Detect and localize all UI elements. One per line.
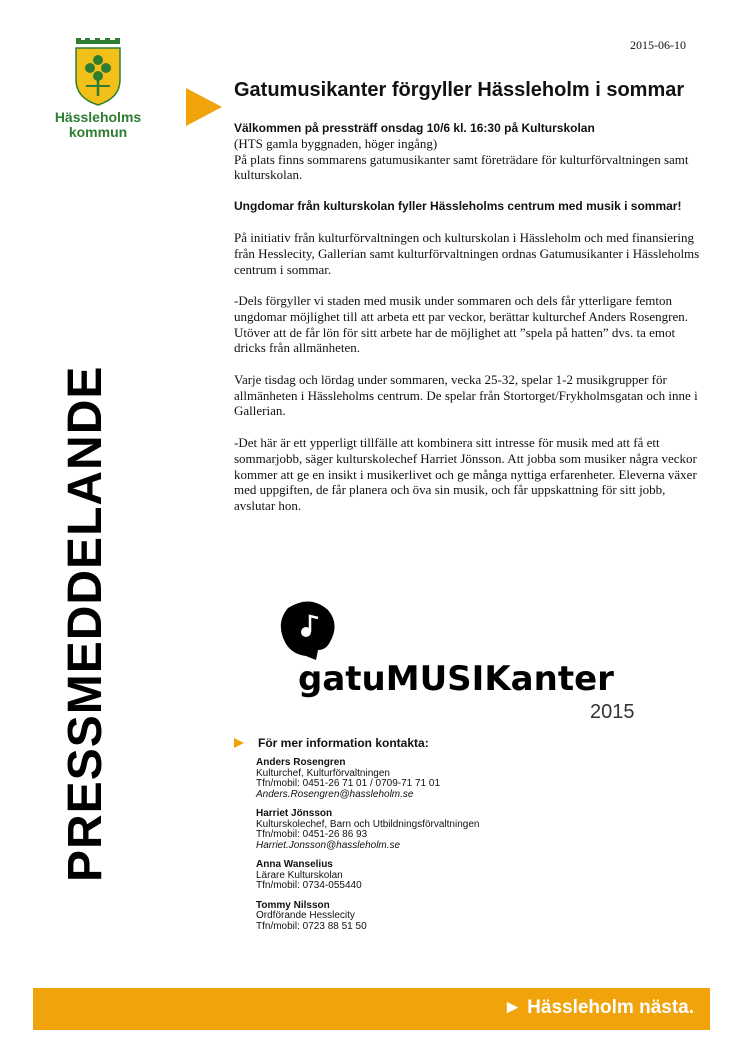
footer-slogan <box>503 997 694 1019</box>
paragraph: -Det här är ett ypperligt tillfälle att kombinera sitt intresse för musik med att få ett sommarjobb, säger kulturskolechef Harriet Jönsson. Att jobba som musiker några veckor kommer att ge en insikt i musikerlivet och ge många nyttiga erfarenheter. Eleverna växer med uppgiften, de får planera och öva sin musik, och får uppskattning för sitt jobb, avslutar hon. <box>234 435 697 513</box>
footer-bar <box>33 988 710 1030</box>
contact-phone: Tfn/mobil: 0451-26 71 01 / 0709-71 71 01 <box>256 778 441 789</box>
contact-name: Anna Wanselius <box>256 859 333 870</box>
coat-of-arms-icon <box>73 38 123 106</box>
small-arrow-icon <box>234 738 244 748</box>
paragraph: -Dels förgyller vi staden med musik under sommaren och dels får ytterligare femton ungdomar möjlighet till att arbeta ett par veckor, berättar kulturchef Anders Rosengren. Utöver att de får lön för sitt arbete har de möjlighet att ”spela på hatten” dvs. ta emot dricks från allmänheten. <box>234 293 688 356</box>
page-title: Gatumusikanter förgyller Hässleholm i sommar <box>234 79 685 101</box>
invite-details: På plats finns sommarens gatumusikanter samt företrädare för kulturförvaltningen samt kulturskolan. <box>234 151 689 183</box>
contacts-heading <box>234 736 634 750</box>
contact-phone: Tfn/mobil: 0723 88 51 50 <box>256 920 367 932</box>
paragraph: På initiativ från kulturförvaltningen och kulturskolan i Hässleholm och med finansiering från Hesslecity, Gallerian samt kulturförvaltningen ordnas Gatumusikanter i Hässleholms centrum i sommar. <box>234 230 700 277</box>
contact-name: Tommy Nilsson <box>256 899 330 911</box>
contacts-heading-label: För mer information kontakta: <box>258 736 429 750</box>
invite-heading: Välkommen på pressträff onsdag 10/6 kl. 16:30 på Kulturskolan <box>234 121 595 135</box>
contact-phone: Tfn/mobil: 0451-26 86 93 <box>256 829 368 840</box>
document-date: 2015-06-10 <box>630 38 686 52</box>
invite-location: (HTS gamla byggnaden, höger ingång) <box>234 136 438 151</box>
logo-line-1: Hässleholms <box>54 109 142 125</box>
contacts-section <box>234 736 634 941</box>
contact-card <box>256 809 634 851</box>
contact-phone: Tfn/mobil: 0734-055440 <box>256 880 362 891</box>
footer-arrow-icon: ► <box>503 997 522 1018</box>
contact-card <box>256 860 634 892</box>
contact-card <box>256 758 634 800</box>
music-logo-year: 2015 <box>590 701 635 723</box>
article-body <box>234 76 704 530</box>
footer-slogan-text: Hässleholm nästa. <box>527 997 694 1018</box>
municipality-logo <box>38 38 158 140</box>
contact-role: Ordförande Hesslecity <box>256 910 355 921</box>
paragraph: Varje tisdag och lördag under sommaren, vecka 25-32, spelar 1-2 musikgrupper för allmänheten i Hässleholms centrum. De spelar från Stortorget/Frykholmsgatan och inne i Gallerian. <box>234 372 698 419</box>
music-logo-text: gatuMUSIKanter <box>298 659 614 699</box>
contact-name: Anders Rosengren <box>256 757 346 768</box>
logo-line-2: kommun <box>68 124 128 140</box>
contact-name: Harriet Jönsson <box>256 808 333 819</box>
orange-arrow-icon <box>186 88 222 126</box>
gatumusikanter-logo <box>270 598 650 728</box>
contact-email[interactable]: Harriet.Jonsson@hassleholm.se <box>256 839 401 851</box>
contact-role: Kulturskolechef, Barn och Utbildningsförvaltningen <box>256 818 480 830</box>
contact-role: Kulturchef, Kulturförvaltningen <box>256 767 390 779</box>
contact-role: Lärare Kulturskolan <box>256 869 343 881</box>
contact-card <box>256 901 634 933</box>
press-release-label: PRESSMEDDELANDE <box>59 365 112 882</box>
section-heading: Ungdomar från kulturskolan fyller Hässleholms centrum med musik i sommar! <box>234 199 682 214</box>
contact-email[interactable]: Anders.Rosengren@hassleholm.se <box>256 788 414 800</box>
